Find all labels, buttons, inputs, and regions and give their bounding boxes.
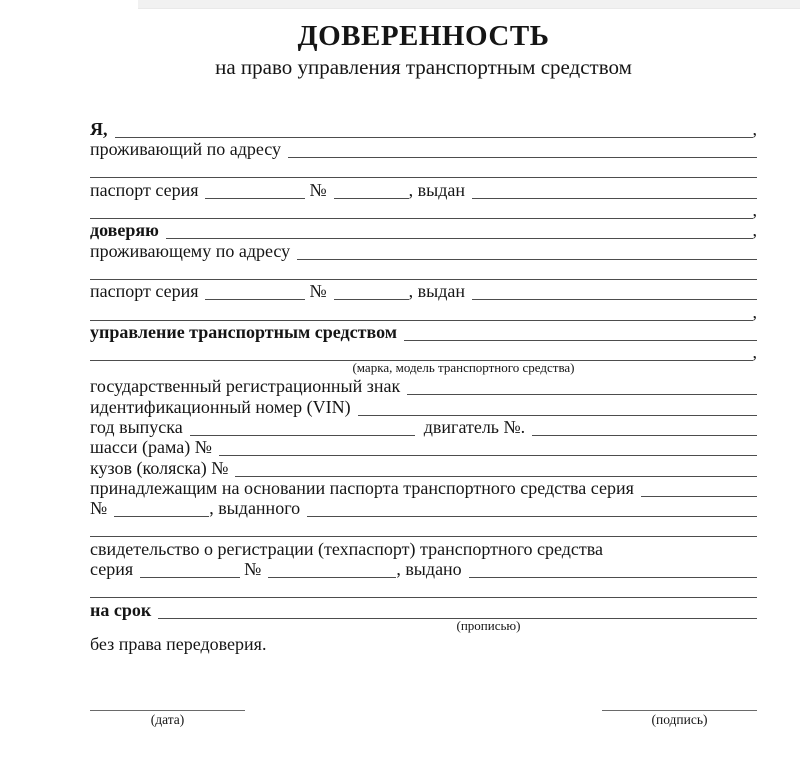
vehicle-year-field (190, 435, 415, 436)
signature-caption: (подпись) (651, 711, 708, 727)
vehicle-chassis-row (90, 436, 757, 456)
grantor-passport-issued-field (472, 198, 757, 199)
date-block (90, 710, 245, 728)
attorney-name-row (90, 219, 757, 239)
vehicle-title-series-field (641, 496, 757, 497)
term-label: на срок (90, 599, 152, 620)
registration-issued-continuation-field (90, 597, 757, 598)
attorney-passport-series-field (205, 299, 305, 300)
vehicle-chassis-label: шасси (рама) № (90, 437, 212, 458)
vehicle-intro-row (90, 321, 757, 341)
grantor-name-row (90, 118, 757, 138)
vehicle-make-model-continuation-row (90, 341, 757, 361)
vehicle-body-row (90, 456, 757, 476)
registration-issued-continuation-row (90, 578, 757, 598)
trailing-comma: , (752, 342, 757, 363)
document-subtitle: на право управления транспортным средством (215, 55, 632, 80)
registration-number-sign: № (244, 559, 262, 580)
grantor-address-row (90, 138, 757, 158)
vehicle-body-label: кузов (коляска) № (90, 457, 229, 478)
trailing-comma: , (752, 220, 757, 241)
registration-issued-field (469, 577, 757, 578)
attorney-passport-number-sign: № (309, 281, 327, 302)
attorney-passport-issued-continuation-field (90, 320, 753, 321)
no-subdelegation-row (90, 633, 757, 653)
vehicle-title-issued-continuation-field (90, 536, 757, 537)
registration-number-field (268, 577, 396, 578)
vehicle-year-engine-row (90, 416, 757, 436)
vehicle-body-field (235, 476, 757, 477)
vehicle-vin-field (358, 415, 757, 416)
grantor-intro-label: Я, (90, 118, 108, 139)
attorney-passport-number-field (334, 299, 409, 300)
signature-line (602, 710, 757, 711)
form-body (90, 118, 757, 728)
attorney-passport-row (90, 280, 757, 300)
trailing-comma: , (752, 200, 757, 221)
grantor-passport-issued-continuation-field (90, 218, 753, 219)
vehicle-title-number-row (90, 497, 757, 517)
vehicle-reg-plate-field (407, 394, 757, 395)
vehicle-vin-label: идентификационный номер (VIN) (90, 396, 351, 417)
grantor-passport-issued-label: , выдан (408, 179, 466, 200)
grantor-name-field (115, 137, 753, 138)
registration-series-field (140, 577, 240, 578)
vehicle-make-model-caption: (марка, модель транспортного средства) (352, 360, 575, 376)
vehicle-make-model-field (404, 340, 757, 341)
vehicle-reg-plate-label: государственный регистрационный знак (90, 376, 401, 397)
attorney-address-continuation-field (90, 279, 757, 280)
vehicle-title-number-field (114, 516, 209, 517)
attorney-address-row (90, 239, 757, 259)
vehicle-year-label: год выпуска (90, 416, 183, 437)
registration-heading: свидетельство о регистрации (техпаспорт) транспортного средства (90, 538, 604, 559)
date-caption: (дата) (150, 711, 185, 727)
vehicle-title-issued-field (307, 516, 757, 517)
term-caption: (прописью) (456, 617, 521, 633)
vehicle-title-issued-label: , выданного (209, 498, 301, 519)
vehicle-title-issued-continuation-row (90, 517, 757, 537)
vehicle-chassis-field (219, 455, 757, 456)
attorney-address-label: проживающему по адресу (90, 240, 291, 261)
attorney-passport-issued-continuation-row (90, 300, 757, 320)
attorney-passport-issued-label: , выдан (408, 281, 466, 302)
document-title: ДОВЕРЕННОСТЬ (297, 20, 550, 52)
grantor-address-continuation-field (90, 177, 757, 178)
registration-series-row (90, 558, 757, 578)
vehicle-engine-label: двигатель №. (423, 416, 526, 437)
vehicle-reg-plate-row (90, 375, 757, 395)
attorney-intro-label: доверяю (90, 220, 159, 241)
signature-footer (90, 710, 757, 728)
grantor-passport-issued-continuation-row (90, 199, 757, 219)
date-line (90, 710, 245, 711)
trailing-comma: , (752, 118, 757, 139)
attorney-address-field (297, 259, 757, 260)
attorney-address-continuation-row (90, 260, 757, 280)
signature-block (602, 710, 757, 728)
grantor-passport-series-label: паспорт серия (90, 179, 199, 200)
registration-heading-row (90, 537, 757, 557)
attorney-passport-series-label: паспорт серия (90, 281, 199, 302)
registration-issued-label: , выдано (396, 559, 462, 580)
term-row (90, 598, 757, 618)
vehicle-ownership-label: принадлежащим на основании паспорта транспортного средства серия (90, 477, 634, 498)
grantor-address-field (288, 157, 757, 158)
vehicle-title-number-sign: № (90, 498, 108, 519)
grantor-passport-series-field (205, 198, 305, 199)
vehicle-engine-number-field (532, 435, 757, 436)
trailing-comma: , (752, 301, 757, 322)
attorney-name-field (166, 238, 753, 239)
grantor-address-continuation-row (90, 158, 757, 178)
grantor-address-label: проживающий по адресу (90, 139, 282, 160)
attorney-passport-issued-field (472, 299, 757, 300)
vehicle-vin-row (90, 395, 757, 415)
no-subdelegation-note: без права передоверия. (90, 633, 267, 654)
registration-series-label: серия (90, 559, 134, 580)
vehicle-intro-label: управление транспортным средством (90, 321, 397, 342)
grantor-passport-number-field (334, 198, 409, 199)
grantor-passport-row (90, 178, 757, 198)
grantor-passport-number-sign: № (309, 179, 327, 200)
vehicle-ownership-row (90, 477, 757, 497)
